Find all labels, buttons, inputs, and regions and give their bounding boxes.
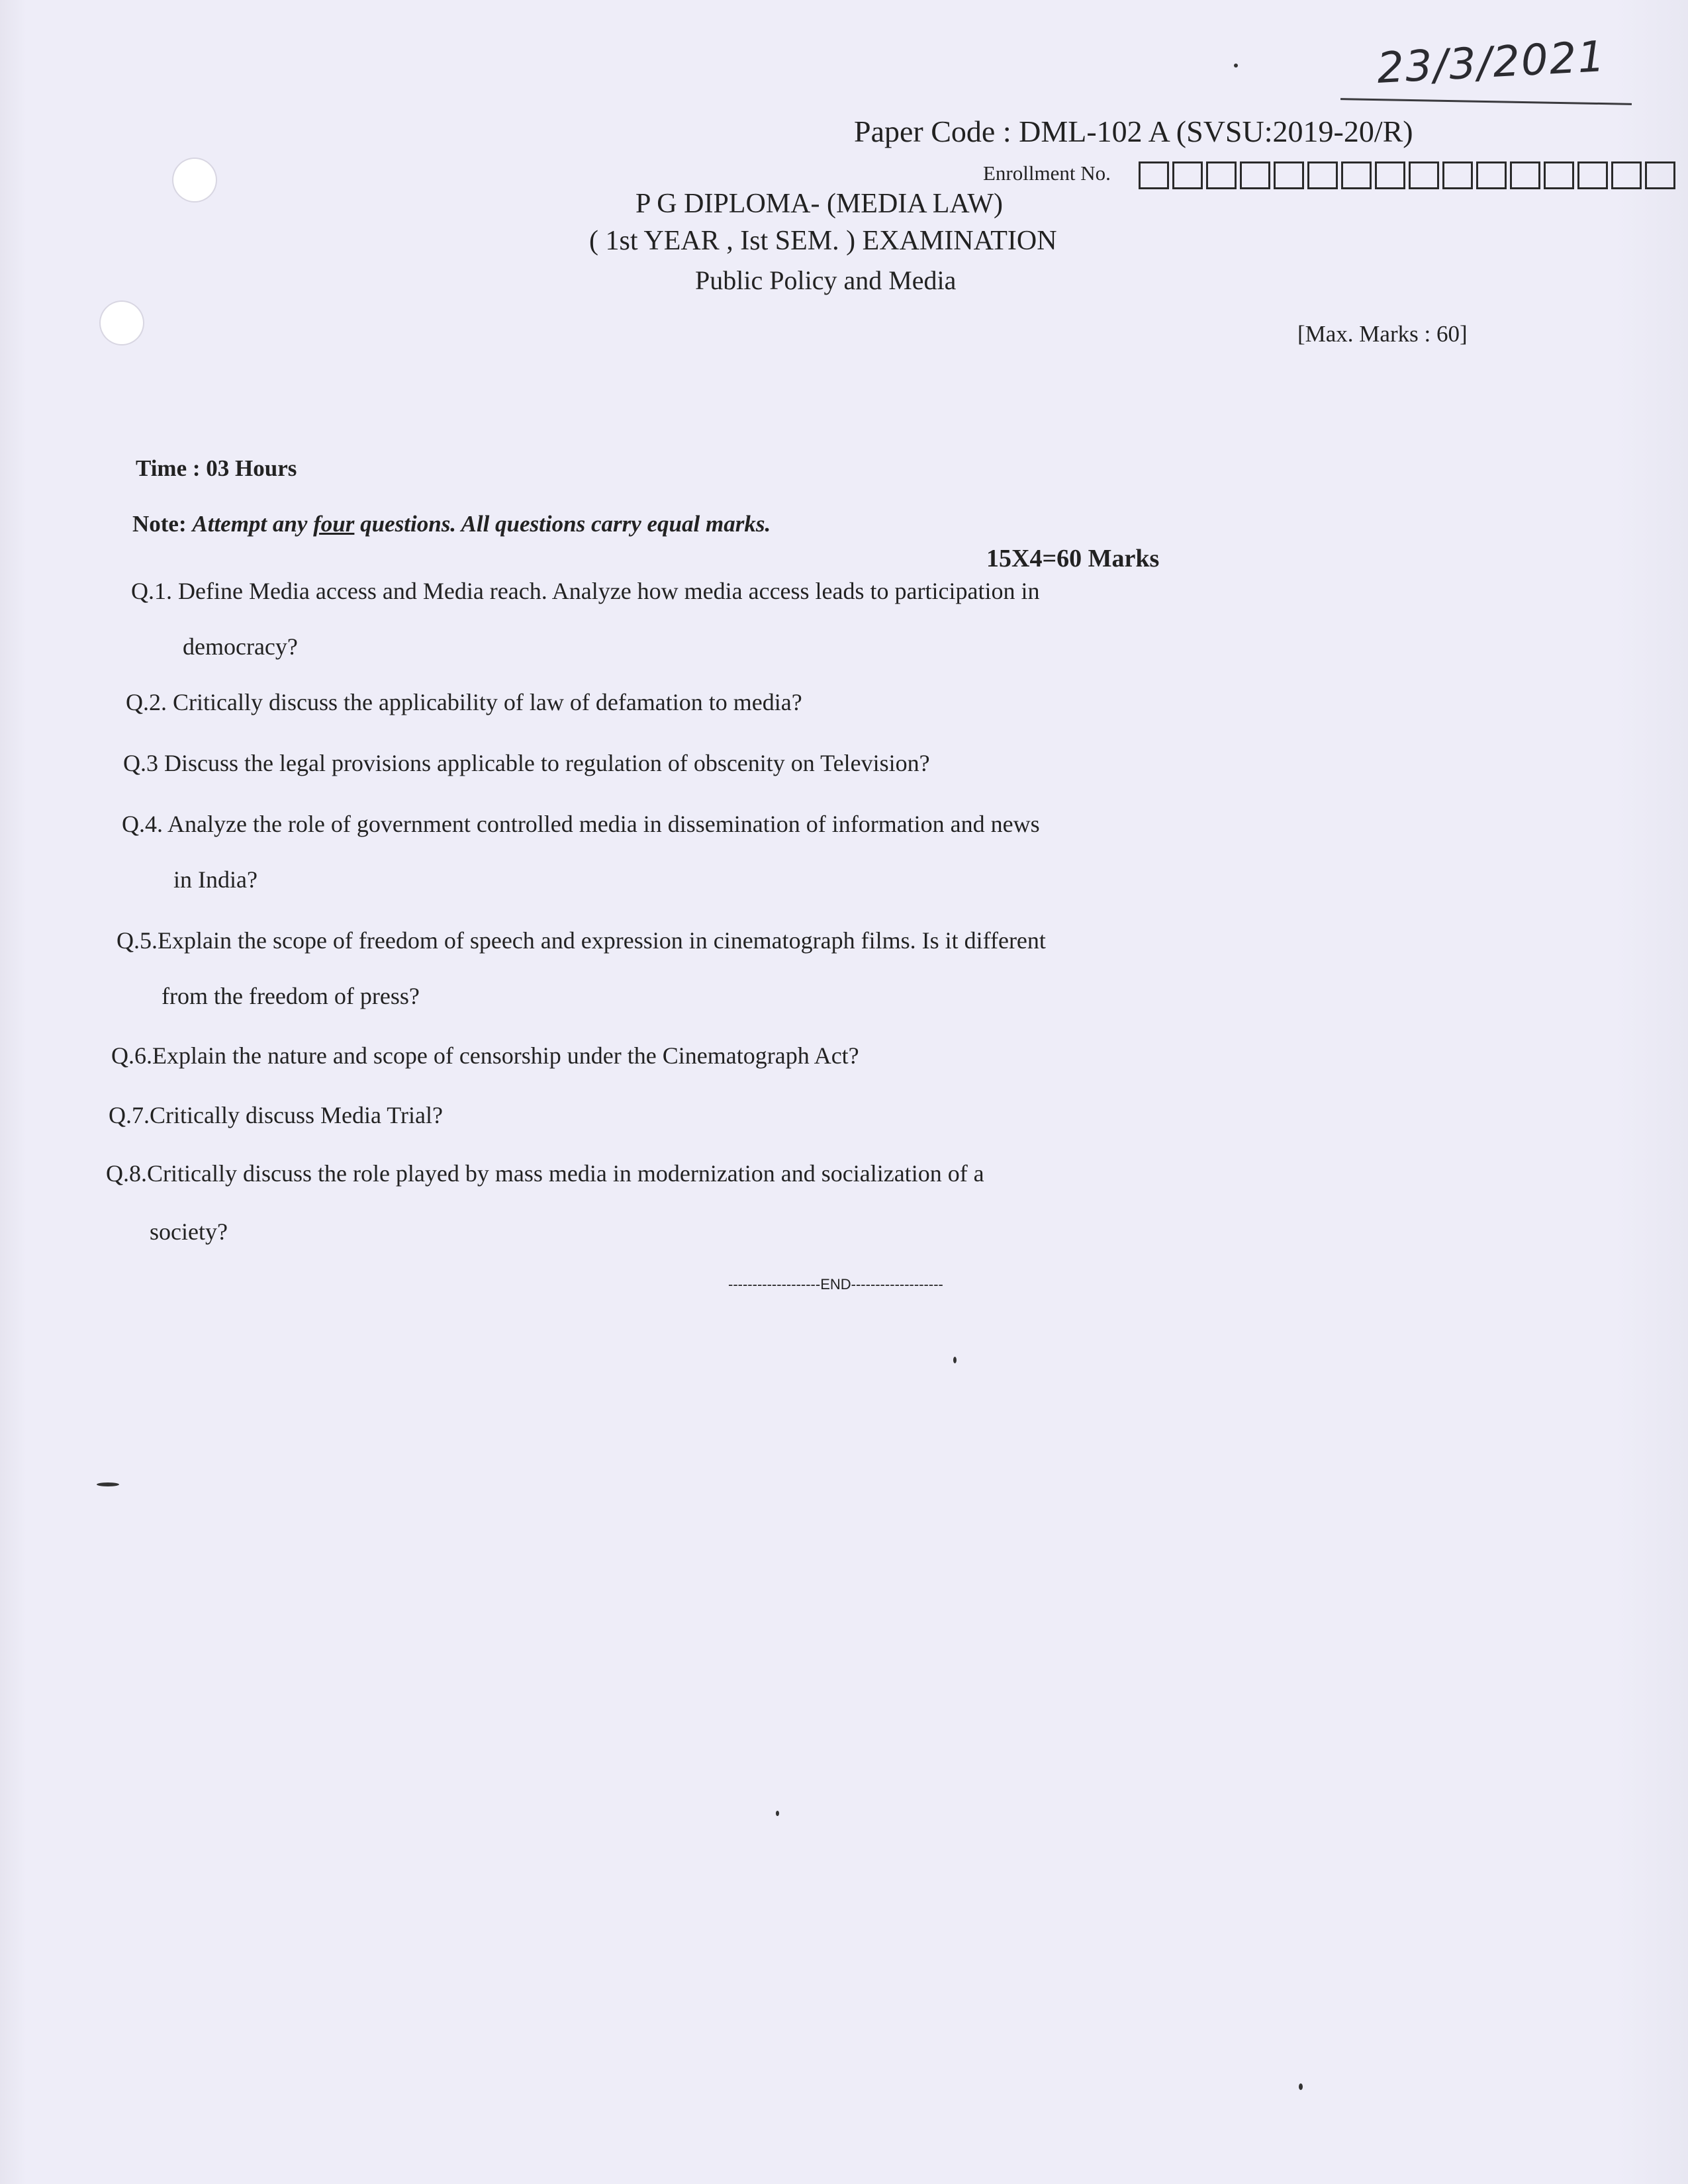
question-1: Q.1. Define Media access and Media reach. Analyze how media access leads to participation in [131, 578, 1040, 604]
max-marks: [Max. Marks : 60] [1297, 321, 1468, 347]
question-3: Q.3 Discuss the legal provisions applicable to regulation of obscenity on Television? [123, 750, 930, 776]
course-title: P G DIPLOMA- (MEDIA LAW) [635, 189, 1004, 219]
scan-speck [776, 1811, 779, 1816]
enrollment-box[interactable] [1206, 161, 1237, 189]
question-7: Q.7.Critically discuss Media Trial? [109, 1102, 443, 1128]
scan-speck [1234, 64, 1238, 68]
question-5-cont: from the freedom of press? [162, 983, 420, 1009]
enrollment-box[interactable] [1274, 161, 1304, 189]
date-underline [1340, 98, 1632, 105]
enrollment-box[interactable] [1510, 161, 1540, 189]
punch-hole-bottom [101, 302, 143, 344]
end-marker: -------------------END------------------- [728, 1276, 943, 1293]
enrollment-box[interactable] [1544, 161, 1574, 189]
question-1-cont: democracy? [183, 633, 298, 660]
paper-code: Paper Code : DML-102 A (SVSU:2019-20/R) [854, 114, 1413, 148]
question-5: Q.5.Explain the scope of freedom of speech and expression in cinematograph films. Is it different [117, 927, 1046, 954]
question-8-cont: society? [150, 1218, 228, 1245]
enrollment-box[interactable] [1476, 161, 1507, 189]
note-prefix: Attempt any [192, 511, 308, 537]
handwritten-date: 23/3/2021 [1376, 32, 1607, 94]
note-emphasis: four [313, 511, 355, 537]
scan-speck [953, 1357, 957, 1363]
exam-title: ( 1st YEAR , Ist SEM. ) EXAMINATION [589, 226, 1057, 256]
enrollment-box[interactable] [1375, 161, 1405, 189]
marks-scheme: 15X4=60 Marks [986, 545, 1160, 572]
instruction-note [132, 511, 771, 537]
enrollment-box[interactable] [1409, 161, 1439, 189]
question-2: Q.2. Critically discuss the applicability of law of defamation to media? [126, 689, 802, 715]
enrollment-box[interactable] [1307, 161, 1338, 189]
enrollment-box[interactable] [1240, 161, 1270, 189]
question-4-cont: in India? [173, 866, 258, 893]
enrollment-box[interactable] [1442, 161, 1473, 189]
note-label: Note: [132, 511, 187, 537]
enrollment-label: Enrollment No. [983, 161, 1111, 185]
question-6: Q.6.Explain the nature and scope of censorship under the Cinematograph Act? [111, 1042, 859, 1069]
scan-speck [1299, 2083, 1303, 2090]
enrollment-boxes[interactable] [1139, 161, 1679, 189]
enrollment-box[interactable] [1341, 161, 1372, 189]
enrollment-box[interactable] [1172, 161, 1203, 189]
question-4: Q.4. Analyze the role of government controlled media in dissemination of information and news [122, 811, 1040, 837]
enrollment-box[interactable] [1139, 161, 1169, 189]
enrollment-box[interactable] [1611, 161, 1642, 189]
enrollment-box[interactable] [1645, 161, 1675, 189]
punch-hole-top [173, 159, 216, 201]
question-8: Q.8.Critically discuss the role played by mass media in modernization and socialization of a [106, 1160, 984, 1187]
scan-speck [97, 1482, 119, 1486]
subject-title: Public Policy and Media [695, 265, 957, 295]
time-allowed: Time : 03 Hours [136, 455, 297, 481]
note-suffix: questions. All questions carry equal marks. [360, 511, 771, 537]
enrollment-box[interactable] [1577, 161, 1608, 189]
